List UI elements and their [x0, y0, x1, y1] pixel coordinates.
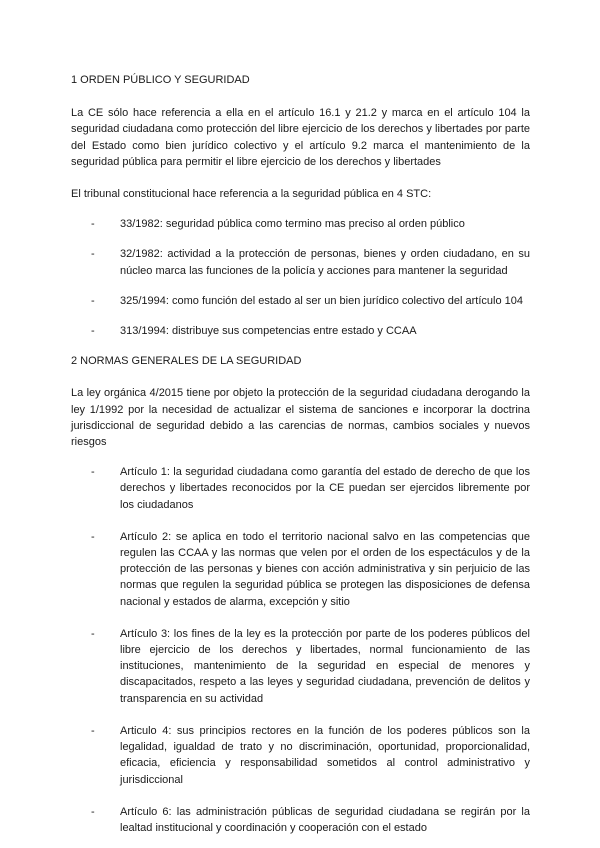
list-item-text: Artículo 1: la seguridad ciudadana como garantía del estado de derecho de que los derechos y libertades reconocidos por la CE puedan ser ejercidos libremente por los ciudadanos: [120, 466, 530, 511]
list-item: [71, 723, 530, 788]
bullet-dash: -: [91, 325, 95, 338]
list-item: [71, 293, 530, 309]
document-page: [71, 66, 530, 836]
list-item: [71, 216, 530, 232]
bullet-dash: -: [91, 530, 95, 543]
list-item-text: 313/1994: distribuye sus competencias entre estado y CCAA: [120, 325, 417, 338]
bullet-dash: -: [91, 248, 95, 261]
section-heading-orden-publico: 1 ORDEN PÚBLICO Y SEGURIDAD: [71, 74, 250, 86]
bullet-dash: -: [91, 218, 95, 231]
bullet-dash: -: [91, 724, 95, 737]
list-item-text: Artículo 3: los fines de la ley es la protección por parte de los poderes públicos del libre ejercicio de los derechos y libertades, normal funcionamiento de las instituciones, mantenimiento de la seguridad en especial de menores y discapacitados, respeto a las leyes y seguridad ciudadana, prevención de delitos y transparencia en su actividad: [120, 627, 530, 705]
list-item: [71, 529, 530, 610]
bullet-dash: -: [91, 805, 95, 818]
section2-intro-paragraph: La ley orgánica 4/2015 tiene por objeto la protección de la seguridad ciudadana derogando la ley 1/1992 por la necesidad de actualizar el sistema de sanciones e incorporar la doctrina jurisdiccional de seguridad debido a las carencias de normas, cambios sociales y nuevos riesgos: [71, 387, 530, 449]
list-item: [71, 323, 530, 339]
list-item-text: 32/1982: actividad a la protección de personas, bienes y orden ciudadano, en su núcleo marca las funciones de la policía y acciones para mantener la seguridad: [120, 248, 530, 277]
list-item-text: 325/1994: como función del estado al ser un bien jurídico colectivo del artículo 104: [120, 294, 523, 307]
list-item: [71, 626, 530, 707]
list-item-text: Artículo 2: se aplica en todo el territorio nacional salvo en las competencias que regulen las CCAA y las normas que velen por el orden de los espectáculos y de la protección de las personas y bienes con acción administrativa y sin perjuicio de las normas que regulen la seguridad pública se protegen las disposiciones de defensa nacional y estados de alarma, excepción y sitio: [120, 530, 530, 608]
list-item: [71, 804, 530, 836]
section1-lead-paragraph: El tribunal constitucional hace referencia a la seguridad pública en 4 STC:: [71, 188, 432, 201]
list-item-text: Articulo 4: sus principios rectores en la función de los poderes públicos son la legalidad, igualdad de trato y no discriminación, oportunidad, proporcionalidad, eficacia, eficiencia y responsabilidad sometidos al control administrativo y jurisdiccional: [120, 724, 530, 786]
bullet-dash: -: [91, 627, 95, 640]
section1-intro-paragraph: La CE sólo hace referencia a ella en el artículo 16.1 y 21.2 y marca en el artículo 104 la seguridad ciudadana como protección del libre ejercicio de los derechos y libertades por parte del Estado como bien jurídico colectivo y el artículo 9.2 marca el mantenimiento de la seguridad pública para permitir el libre ejercicio de los derechos y libertades: [71, 107, 530, 168]
articulos-list: [71, 464, 530, 836]
section-heading-normas-generales: 2 NORMAS GENERALES DE LA SEGURIDAD: [71, 355, 302, 368]
list-item: [71, 246, 530, 278]
list-item: [71, 464, 530, 513]
stc-list: [71, 216, 530, 339]
list-item-text: 33/1982: seguridad pública como termino mas preciso al orden público: [120, 218, 465, 231]
bullet-dash: -: [91, 294, 95, 307]
bullet-dash: -: [91, 466, 95, 479]
list-item-text: Artículo 6: las administración públicas de seguridad ciudadana se regirán por la lealtad institucional y coordinación y cooperación con el estado: [120, 805, 530, 834]
